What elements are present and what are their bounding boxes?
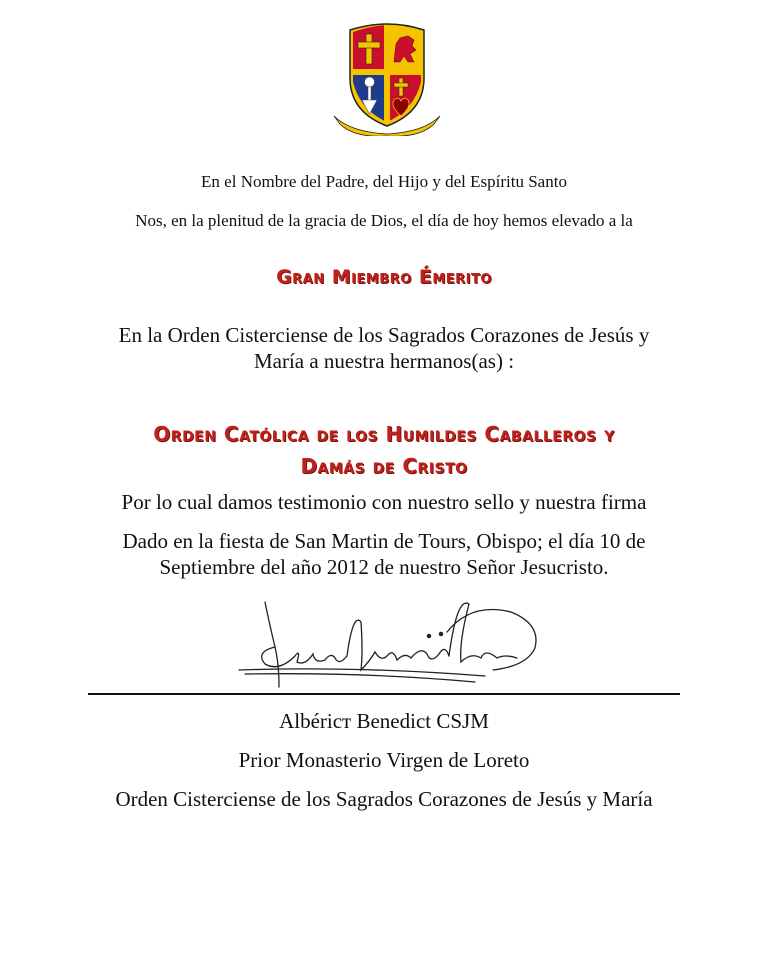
honor-title: Gran Miembro Émerito [276,266,492,288]
signatory-role: Prior Monasterio Virgen de Loreto [238,748,530,772]
intro-text: Nos, en la plenitud de la gracia de Dios, el día de hoy hemos elevado a la [135,211,633,230]
recipient-line-1: Orden Católica de los Humildes Caballeros y [153,422,615,446]
coat-of-arms-logo [330,20,444,136]
signature-line [88,693,680,695]
order-line-2: María a nuestra hermanos(as) : [253,349,515,373]
recipient-title [0,418,768,482]
recipient-line-2: Damás de Cristo [300,454,468,478]
order-line-1: En la Orden Cisterciense de los Sagrados Corazones de Jesús y [118,323,650,347]
order-paragraph [0,322,768,374]
handwritten-signature [235,592,545,692]
signatory-name: Albéricт Benedict CSJM [279,709,489,733]
date-paragraph [0,528,768,580]
testimony-text: Por lo cual damos testimonio con nuestro sello y nuestra firma [121,490,647,514]
date-line-2: Septiembre del año 2012 de nuestro Señor Jesucristo. [159,555,609,579]
signatory-order: Orden Cisterciense de los Sagrados Corazones de Jesús y María [115,787,653,811]
invocation-text: En el Nombre del Padre, del Hijo y del Espíritu Santo [201,172,567,191]
date-line-1: Dado en la fiesta de San Martin de Tours, Obispo; el día 10 de [122,529,646,553]
